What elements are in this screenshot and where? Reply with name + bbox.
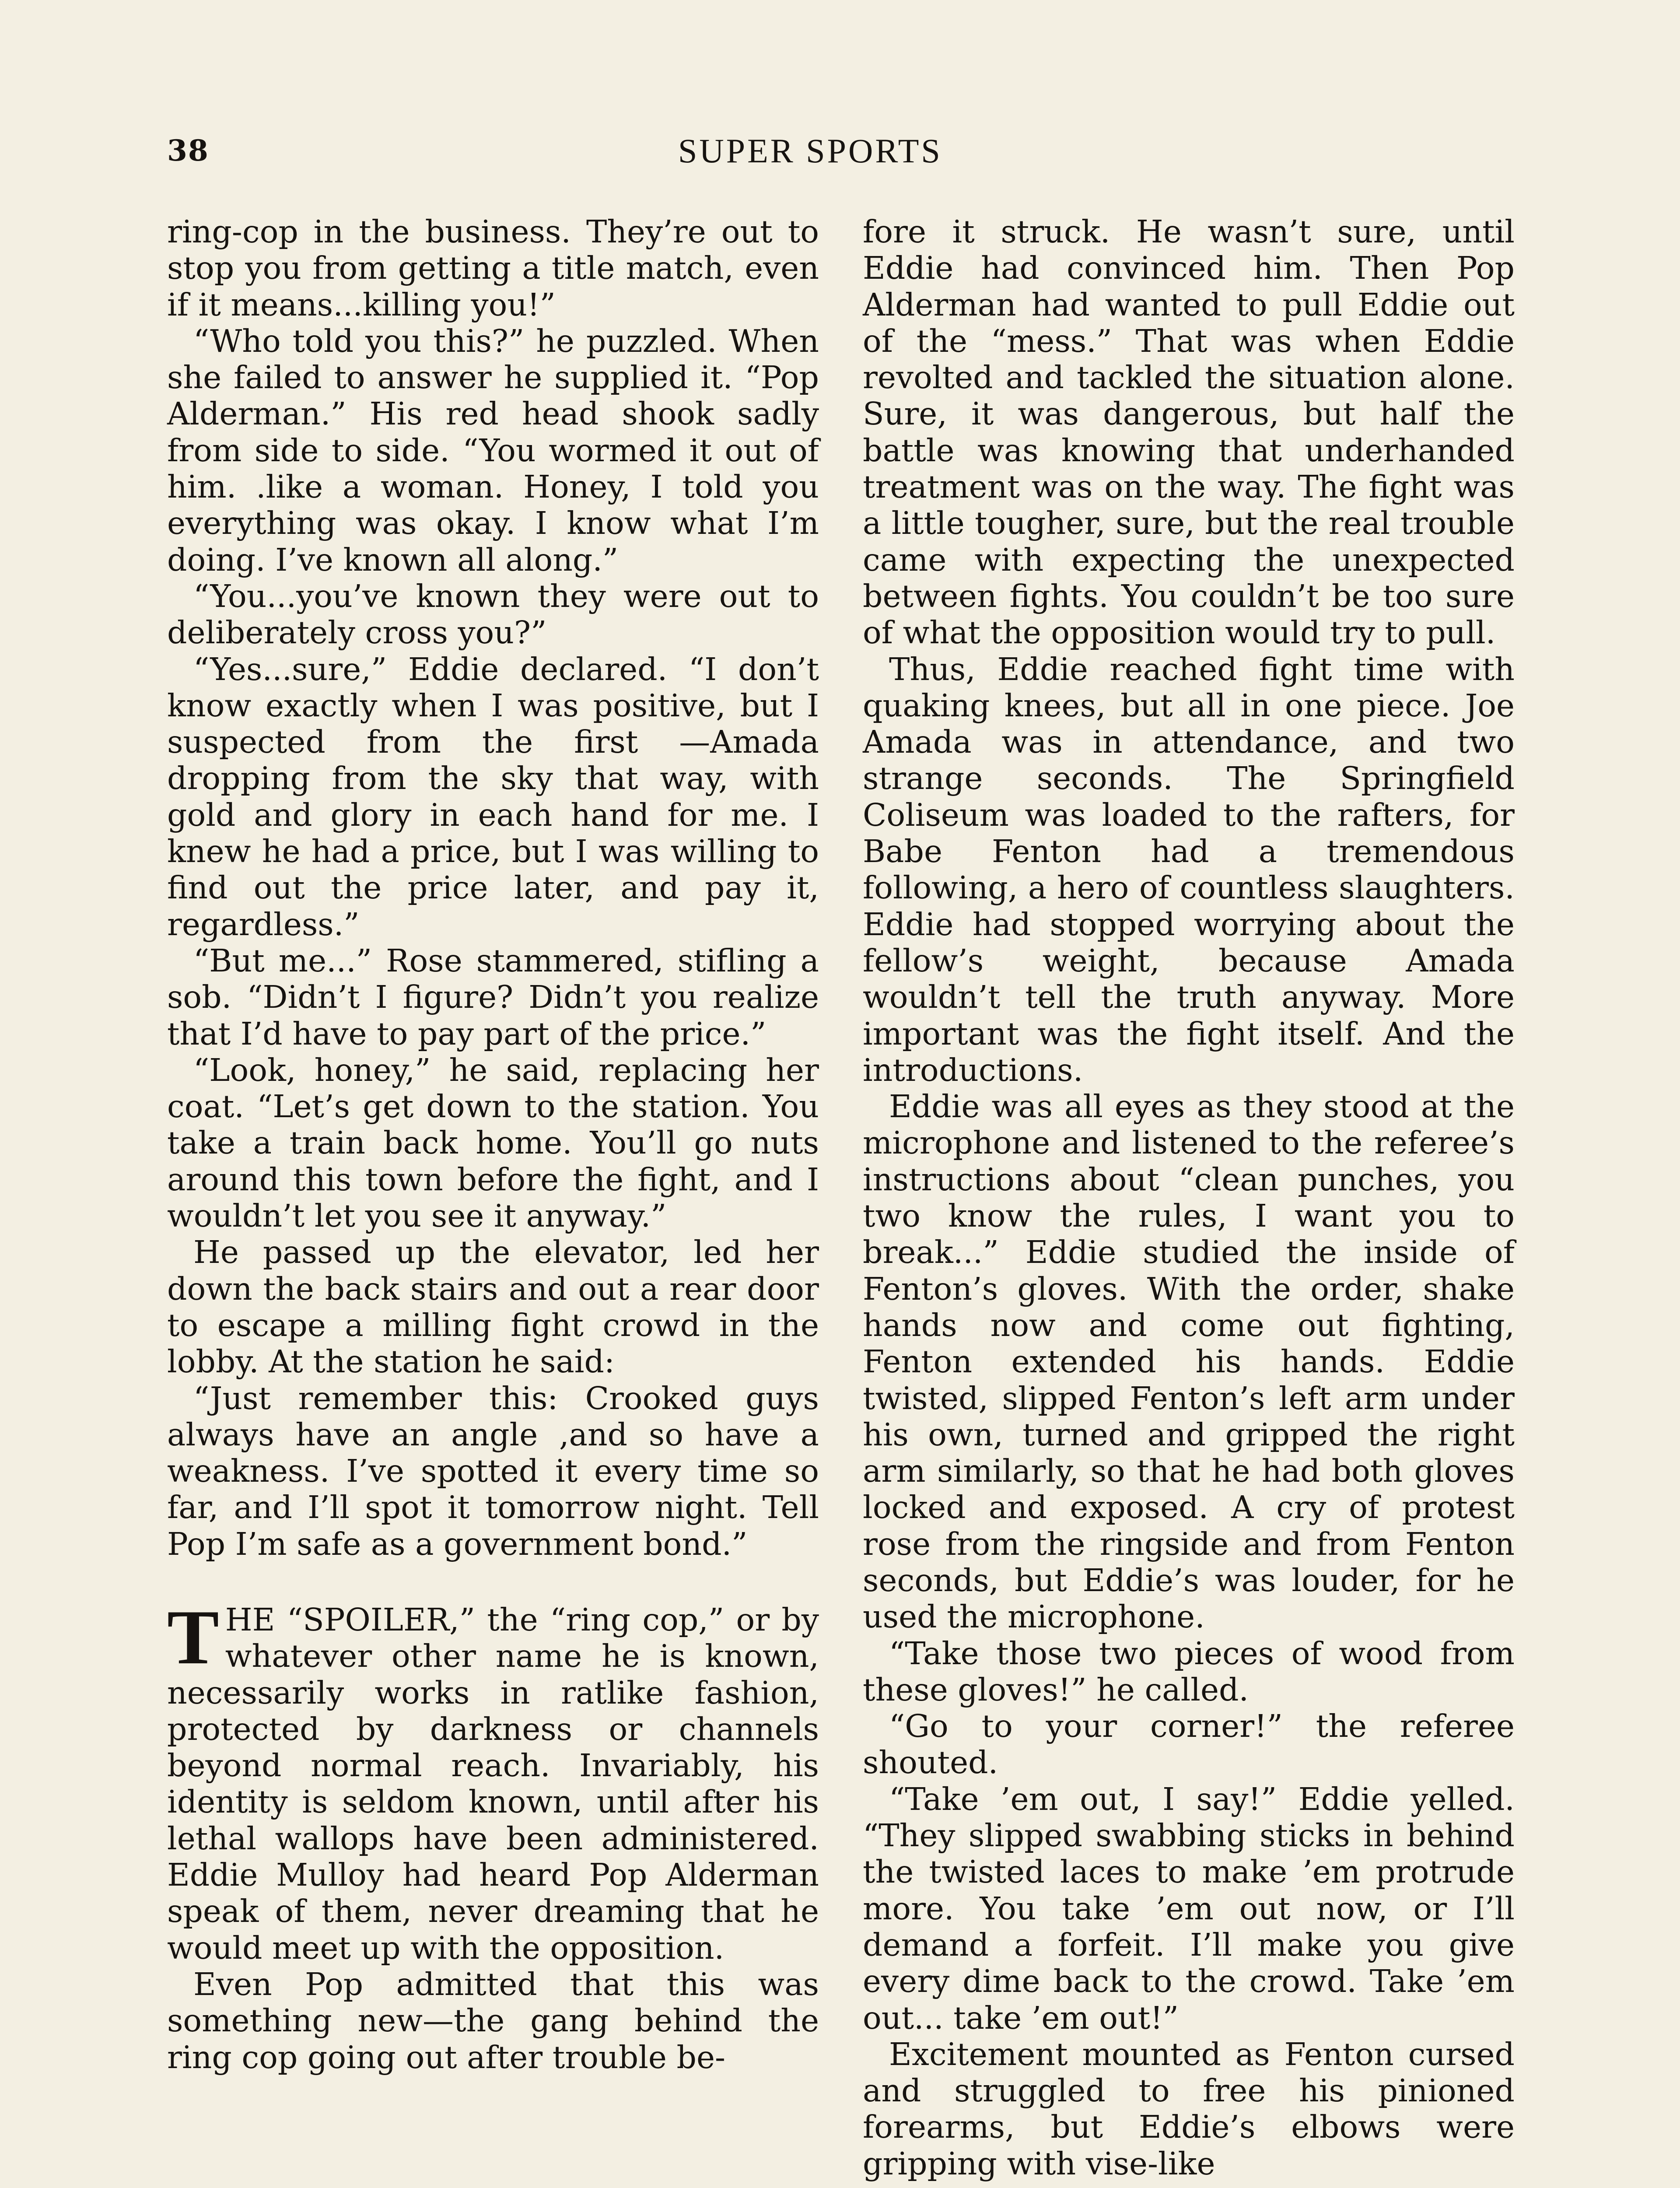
paragraph: “Take ’em out, I say!” Eddie yelled. “They slipped swabbing sticks in behind the twisted laces to make ’em protrude more. You take ’em out now, or I’ll demand a forfeit. I’ll make you give every dime back to the crowd. Take ’em out... take ’em out!”: [863, 1781, 1515, 2036]
paragraph: Even Pop admitted that this was something new—the gang behind the ring cop going out after trouble be-: [167, 1966, 819, 2076]
paragraph: Excitement mounted as Fenton cursed and struggled to free his pinioned forearms, but Eddie’s elbows were gripping with vise-like: [863, 2036, 1515, 2182]
paragraph: Eddie was all eyes as they stood at the microphone and listened to the referee’s instructions about “clean punches, you two know the rules, I want you to break...” Eddie studied the inside of Fenton’s gloves. With the order, shake hands now and come out fighting, Fenton extended his hands. Eddie twisted, slipped Fenton’s left arm under his own, turned and gripped the right arm similarly, so that he had both gloves locked and exposed. A cry of protest rose from the ringside and from Fenton seconds, but Eddie’s was louder, for he used the microphone.: [863, 1088, 1515, 1635]
paragraph: “Look, honey,” he said, replacing her coat. “Let’s get down to the station. You take a train back home. You’ll go nuts around this town before the fight, and I wouldn’t let you see it anyway.”: [167, 1052, 819, 1234]
paragraph: “You...you’ve known they were out to deliberately cross you?”: [167, 578, 819, 651]
drop-cap: T: [167, 1593, 219, 1680]
paragraph: fore it struck. He wasn’t sure, until Eddie had convinced him. Then Pop Alderman had wanted to pull Eddie out of the “mess.” That was when Eddie revolted and tackled the situation alone. Sure, it was dangerous, but half the battle was knowing that underhanded treatment was on the way. The fight was a little tougher, sure, but the real trouble came with expecting the unexpected between fights. You couldn’t be too sure of what the opposition would try to pull.: [863, 214, 1515, 651]
paragraph: “Go to your corner!” the referee shouted.: [863, 1708, 1515, 1781]
paragraph: “Who told you this?” he puzzled. When she failed to answer he supplied it. “Pop Alderman.” His red head shook sadly from side to side. “You wormed it out of him. .like a woman. Honey, I told you everything was okay. I know what I’m doing. I’ve known all along.”: [167, 323, 819, 578]
paragraph: He passed up the elevator, led her down the back stairs and out a rear door to escape a milling fight crowd in the lobby. At the station he said:: [167, 1234, 819, 1380]
paragraph: “Yes...sure,” Eddie declared. “I don’t know exactly when I was positive, but I suspected from the first —Amada dropping from the sky that way, with gold and glory in each hand for me. I knew he had a price, but I was willing to find out the price later, and pay it, regardless.”: [167, 651, 819, 943]
section-opening-text: HE “SPOILER,” the “ring cop,” or by whatever other name he is known, necessarily works in ratlike fashion, protected by darkness or channels beyond normal reach. Invariably, his identity is seldom known, until after his lethal wallops have been administered. Eddie Mulloy had heard Pop Alderman speak of them, never dreaming that he would meet up with the opposition.: [167, 1601, 819, 1966]
paragraph: “Take those two pieces of wood from these gloves!” he called.: [863, 1635, 1515, 1708]
paragraph: “Just remember this: Crooked guys always have an angle ,and so have a weakness. I’ve spotted it every time so far, and I’ll spot it tomorrow night. Tell Pop I’m safe as a government bond.”: [167, 1380, 819, 1562]
paragraph: ring-cop in the business. They’re out to stop you from getting a title match, even if it means...killing you!”: [167, 214, 819, 323]
paragraph: “But me...” Rose stammered, stifling a sob. “Didn’t I figure? Didn’t you realize that I’d have to pay part of the price.”: [167, 942, 819, 1052]
page-number: 38: [167, 133, 209, 168]
left-column: [167, 214, 819, 2076]
paragraph: Thus, Eddie reached fight time with quaking knees, but all in one piece. Joe Amada was in attendance, and two strange seconds. The Springfield Coliseum was loaded to the rafters, for Babe Fenton had a tremendous following, a hero of countless slaughters. Eddie had stopped worrying about the fellow’s weight, because Amada wouldn’t tell the truth anyway. More important was the fight itself. And the introductions.: [863, 651, 1515, 1088]
right-column: [863, 214, 1515, 2182]
section-opening-paragraph: [167, 1593, 819, 1966]
running-head-title: SUPER SPORTS: [678, 132, 942, 170]
